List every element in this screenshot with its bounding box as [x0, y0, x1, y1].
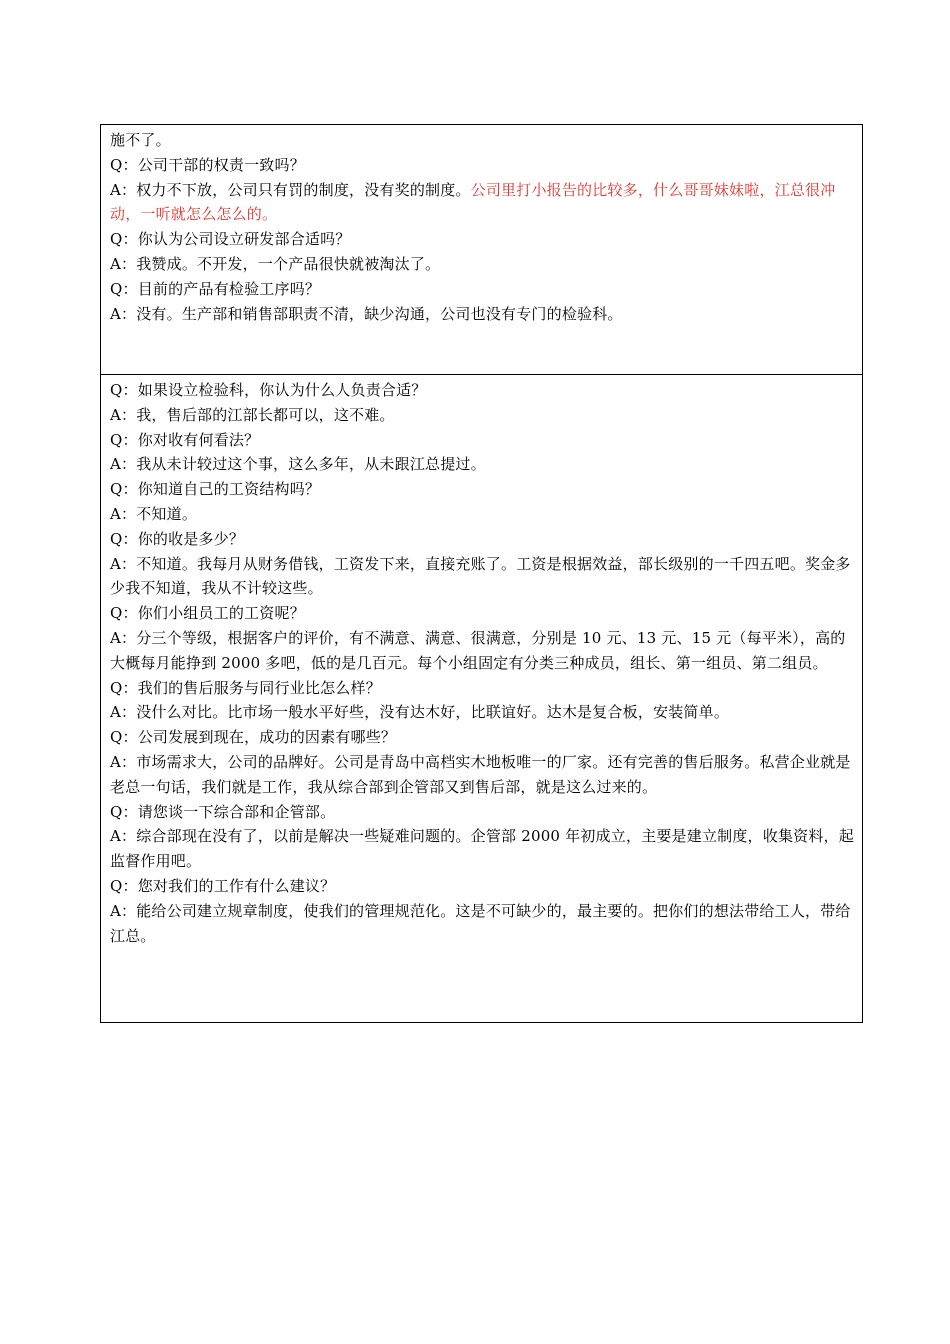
- answer-line: A：我，售后部的江部长都可以，这不难。: [110, 405, 395, 424]
- question-line: Q：公司干部的权责一致吗？: [110, 155, 305, 174]
- question-line: Q：请您谈一下综合部和企管部。: [110, 802, 336, 821]
- question-line: Q：我们的售后服务与同行业比怎么样？: [110, 678, 381, 697]
- question-line: Q：如果设立检验科，你认为什么人负责合适？: [110, 381, 427, 399]
- answer-line: A：分三个等级，根据客户的评价，有不满意、满意、很满意，分别是 10 元、13 元、15 元（每平米），高的大概每月能挣到 2000 多吧，低的是几百元。每个小组固定有分类三种成员，组长、第一组员、第二组员。: [110, 628, 846, 672]
- question-line: Q：目前的产品有检验工序吗？: [110, 279, 321, 298]
- question-line: Q：你对收有何看法？: [110, 430, 260, 449]
- interview-table-cell-2: [100, 374, 863, 1023]
- answer-line: A：市场需求大，公司的品牌好。公司是青岛中高档实木地板唯一的厂家。还有完善的售后服务。私营企业就是老总一句话，我们就是工作，我从综合部到企管部又到售后部，就是这么过来的。: [110, 752, 851, 796]
- answer-line: A：我从未计较过这个事，这么多年，从未跟江总提过。: [110, 455, 486, 474]
- highlighted-answer-text: 公司里打小报告的比较多，什么哥哥妹妹啦，江总很冲动，一听就怎么怎么的。: [110, 180, 836, 224]
- question-line: Q：公司发展到现在，成功的因素有哪些？: [110, 728, 397, 747]
- answer-line: A：没什么对比。比市场一般水平好些，没有达木好，比联谊好。达木是复合板，安装简单。: [110, 703, 730, 722]
- answer-line: A：我赞成。不开发，一个产品很快就被淘汰了。: [110, 254, 441, 273]
- answer-line: A：能给公司建立规章制度，使我们的管理规范化。这是不可缺少的，最主要的。把你们的想法带给工人，带给江总。: [110, 901, 851, 945]
- question-line: Q：你们小组员工的工资呢？: [110, 604, 305, 623]
- interview-table-cell-1: [100, 124, 863, 375]
- answer-line: [110, 178, 854, 228]
- answer-text: A：权力不下放，公司只有罚的制度，没有奖的制度。: [110, 180, 471, 199]
- question-line: Q：你知道自己的工资结构吗？: [110, 480, 321, 499]
- answer-line: A：不知道。: [110, 504, 198, 523]
- question-line: Q：你的收是多少？: [110, 529, 245, 548]
- answer-line: A：不知道。我每月从财务借钱，工资发下来，直接充账了。工资是根据效益，部长级别的一千四五吧。奖金多少我不知道，我从不计较这些。: [110, 554, 851, 598]
- question-line: Q：你认为公司设立研发部合适吗？: [110, 230, 351, 249]
- question-line: Q：您对我们的工作有什么建议？: [110, 876, 336, 895]
- text-line: 施不了。: [110, 131, 171, 149]
- answer-line: A：综合部现在没有了，以前是解决一些疑难问题的。企管部 2000 年初成立，主要是建立制度，收集资料，起监督作用吧。: [110, 827, 854, 871]
- answer-line: A：没有。生产部和销售部职责不清，缺少沟通，公司也没有专门的检验科。: [110, 304, 623, 323]
